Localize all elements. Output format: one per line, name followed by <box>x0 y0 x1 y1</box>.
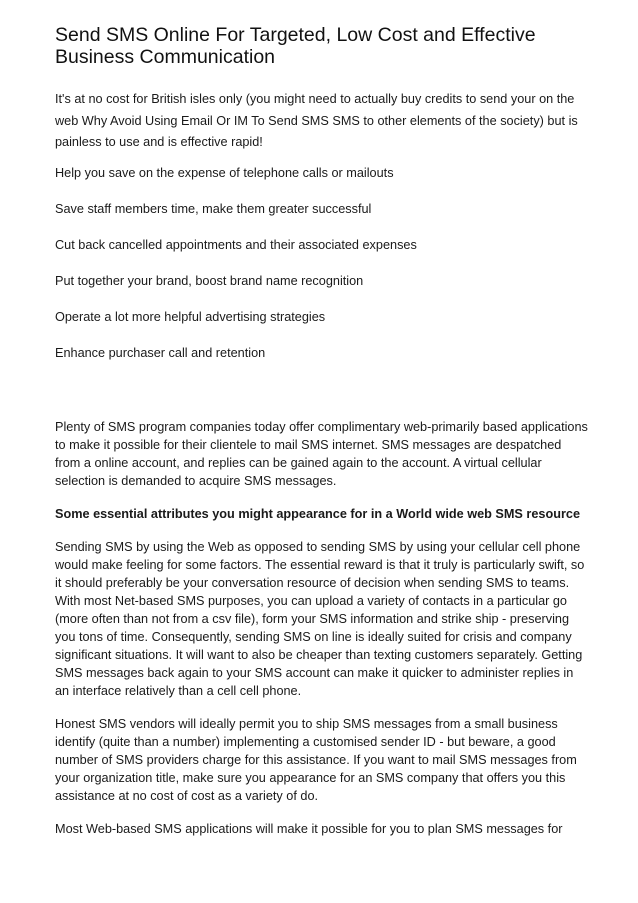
benefit-item: Put together your brand, boost brand name recognition <box>55 273 364 288</box>
document-title: Send SMS Online For Targeted, Low Cost and Effective Business Communication <box>55 24 536 68</box>
intro-paragraph: It's at no cost for British isles only (you might need to actually buy credits to send your on the web Why Avoid Using Email Or IM To Send SMS SMS to other elements of the society) but is painless to use and is effective rapid! <box>55 92 578 149</box>
benefit-item: Help you save on the expense of telephone calls or mailouts <box>55 165 394 180</box>
body-paragraph: Plenty of SMS program companies today offer complimentary web-primarily based applications to make it possible for their clientele to mail SMS internet. SMS messages are despatched from a online account, and replies can be gained again to the account. A virtual cellular selection is demanded to acquire SMS messages. <box>55 419 588 488</box>
benefit-item: Cut back cancelled appointments and their associated expenses <box>55 237 417 252</box>
section-heading: Some essential attributes you might appearance for in a World wide web SMS resource <box>55 506 581 521</box>
body-paragraph: Sending SMS by using the Web as opposed to sending SMS by using your cellular cell phone would make feeling for some factors. The essential reward is that it truly is particularly swift, so it should preferably be your conversation resource of decision when sending SMS to teams. With most Net-based SMS purposes, you can upload a variety of contacts in a particular go (more often than not from a csv file), form your SMS information and strike ship - preserving you tons of time. Consequently, sending SMS on line is ideally suited for crisis and company significant situations. It will want to also be cheaper than texting customers separately. Getting SMS messages back again to your SMS account can make it quicker to administer replies in an interface relatively than a cell cell phone. <box>55 539 585 698</box>
document-page <box>55 24 590 853</box>
benefit-item: Enhance purchaser call and retention <box>55 345 266 360</box>
benefit-item: Operate a lot more helpful advertising strategies <box>55 309 326 324</box>
benefit-item: Save staff members time, make them greater successful <box>55 201 372 216</box>
body-paragraph: Most Web-based SMS applications will make it possible for you to plan SMS messages for <box>55 821 563 836</box>
benefits-list <box>55 165 590 361</box>
body-paragraph: Honest SMS vendors will ideally permit you to ship SMS messages from a small business identify (quite than a number) implementing a customised sender ID - but beware, a good number of SMS providers charge for this assistance. If you want to mail SMS messages from your organization title, make sure you appearance for an SMS company that offers you this assistance at no cost of cost as a variety of do. <box>55 716 577 803</box>
